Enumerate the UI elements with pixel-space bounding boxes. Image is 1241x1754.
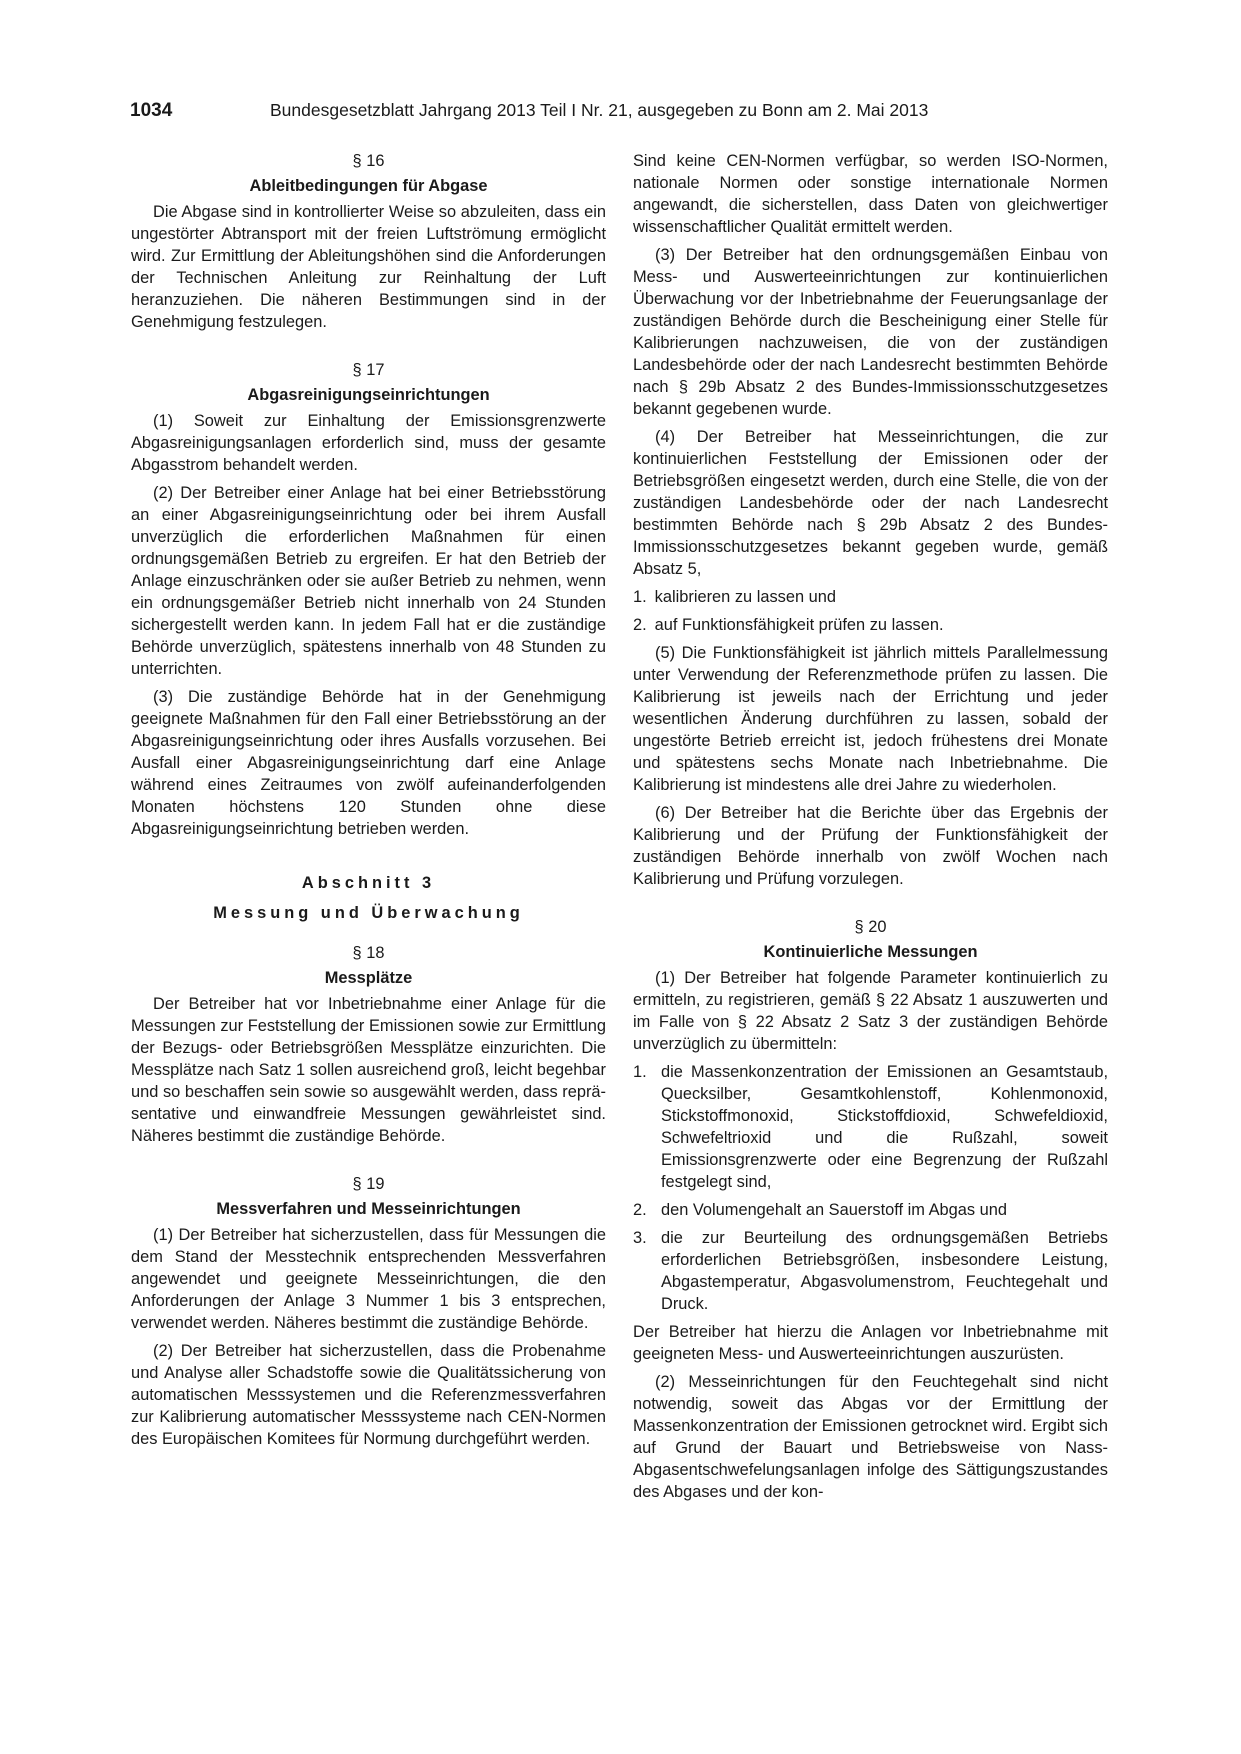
section-20-paragraph-1-tail: Der Betreiber hat hierzu die Anlagen vor Inbetriebnahme mit geeigneten Mess- und Auswerteeinrichtungen auszurüsten.: [633, 1323, 1108, 1363]
section-19-paragraph-2-continued: Sind keine CEN-Normen verfügbar, so werden ISO-Normen, nationale Normen oder sonstige internationale Normen angewandt, die sicherstellen, dass Daten von gleichwertiger wissenschaftlicher Qualität ermittelt werden.: [633, 152, 1108, 236]
list-item: [633, 586, 1108, 608]
page-number: 1034: [130, 100, 173, 121]
section-17-number: § 17: [352, 361, 385, 379]
list-item: [633, 1227, 1108, 1315]
section-19-paragraph-2: (2) Der Betreiber hat sicherzustellen, dass die Probenahme und Analyse aller Schadstoffe sowie die Qualitätssicherung von automatischen Messsystemen und die Referenzmessverfahren zur Kalibrierung automatischer Messsysteme nach CEN-Normen des Europäischen Komitees für Normung durchgeführt werden.: [131, 1342, 606, 1448]
section-20-number: § 20: [854, 918, 887, 936]
page-header: [130, 100, 1110, 126]
section-17-paragraph-2: (2) Der Betreiber einer Anlage hat bei einer Betriebsstörung an einer Abgasreinigungseinrichtung oder bei ihrem Ausfall unverzüglich die erforderlichen Maßnahmen für einen ordnungsgemäßen Betrieb zu ergreifen. Er hat den Betrieb der Anlage einzuschränken oder sie außer Betrieb zu nehmen, wenn ein ordnungsgemäßer Betrieb nicht innerhalb von 24 Stunden sichergestellt werden kann. In jedem Fall hat er die zuständige Behörde unverzüglich, spätestens innerhalb von 48 Stunden zu unterrichten.: [131, 484, 606, 678]
section-20-paragraph-2: (2) Messeinrichtungen für den Feuchtegehalt sind nicht notwendig, soweit das Abgas vor der Ermittlung der Massenkonzentration der Emissionen getrocknet wird. Ergibt sich auf Grund der Bauart und Betriebsweise von Nass-Abgasentschwefelungsanlagen infolge des Sättigungszustandes des Abgases und der kon-: [633, 1373, 1108, 1501]
chapter-label: Abschnitt 3: [301, 874, 436, 892]
list-item-text: die zur Beurteilung des ordnungsgemäßen Betriebs erforderlichen Betriebsgrößen, insbesondere Leistung, Abgastemperatur, Abgasvolumenstrom, Feuchtegehalt und Druck.: [661, 1229, 1108, 1313]
section-16-number: § 16: [352, 152, 385, 170]
section-17-paragraph-1: (1) Soweit zur Einhaltung der Emissionsgrenzwerte Abgasreinigungsanlagen erforderlich sind, muss der gesamte Abgasstrom behandelt werden.: [131, 412, 606, 474]
section-16-title: Ableitbedingungen für Abgase: [249, 177, 488, 195]
list-item-number: 3.: [633, 1229, 647, 1247]
list-item-number: 2.: [633, 616, 647, 634]
list-item-number: 2.: [633, 1201, 647, 1219]
section-17-title: Abgasreinigungseinrichtungen: [247, 386, 490, 404]
list-item-number: 1.: [633, 1063, 647, 1081]
section-19-paragraph-4: (4) Der Betreiber hat Messeinrichtungen, die zur kontinuierlichen Feststellung der Emissionen oder der Betriebsgrößen eingesetzt werden, durch eine Stelle, die von der zuständigen Landesbehörde oder der nach Landesrecht bestimmten Behörde nach § 29b Absatz 2 des Bundes-Immissionsschutzgesetzes bekannt gegeben wurde, gemäß Absatz 5,: [633, 428, 1108, 578]
list-item: [633, 1061, 1108, 1193]
section-19-paragraph-6: (6) Der Betreiber hat die Berichte über das Ergebnis der Kalibrierung und der Prüfung der Funktionsfähigkeit der zuständigen Behörde innerhalb von zwölf Wochen nach Kalibrierung und Prüfung vorzulegen.: [633, 804, 1108, 888]
list-item-text: kalibrieren zu lassen und: [654, 588, 836, 606]
section-17-paragraph-3: (3) Die zuständige Behörde hat in der Genehmigung geeignete Maßnahmen für den Fall einer Betriebsstörung an der Abgasreinigungseinrichtung oder ihres Ausfalls vorzusehen. Bei Ausfall einer Abgasreinigungseinrichtung darf eine Anlage während eines Zeitraumes von zwölf aufeinanderfolgenden Monaten höchstens 120 Stunden ohne diese Abgasreinigungseinrichtung betrieben werden.: [131, 688, 606, 838]
list-item-text: den Volumengehalt an Sauerstoff im Abgas und: [661, 1201, 1007, 1219]
list-item-text: die Massenkonzentration der Emissionen an Gesamtstaub, Quecksilber, Gesamtkohlenstoff, Kohlenmonoxid, Stickstoffmonoxid, Stickstoffdioxid, Schwefeldioxid, Schwefeltrioxid und die Rußzahl, soweit Emissionsgrenzwerte oder eine Begrenzung der Rußzahl festgelegt sind,: [661, 1063, 1108, 1191]
list-item-text: auf Funktionsfähigkeit prüfen zu lassen.: [654, 616, 944, 634]
section-20-title: Kontinuierliche Messungen: [763, 943, 978, 961]
left-column: [131, 150, 606, 1456]
section-19-number: § 19: [352, 1175, 385, 1193]
list-item: [633, 1199, 1108, 1221]
section-20-paragraph-1: (1) Der Betreiber hat folgende Parameter kontinuierlich zu ermitteln, zu registrieren, gemäß § 22 Absatz 1 auszuwerten und im Falle von § 22 Absatz 2 Satz 3 der zuständigen Behörde unverzüglich zu übermitteln:: [633, 969, 1108, 1053]
section-18-title: Messplätze: [324, 969, 413, 987]
list-item: [633, 614, 1108, 636]
section-18-paragraph: Der Betreiber hat vor Inbetriebnahme einer Anlage für die Messungen zur Feststellung der Emissionen sowie zur Ermittlung der Bezugs- oder Betriebsgrößen Messplätze einzurichten. Die Messplätze nach Satz 1 sollen ausreichend groß, leicht begehbar und so beschaffen sein sowie so ausgewählt werden, dass repräsentative und einwandfreie Messungen gewährleistet sind. Näheres bestimmt die zuständige Behörde.: [131, 995, 606, 1145]
section-19-paragraph-3: (3) Der Betreiber hat den ordnungsgemäßen Einbau von Mess- und Auswerteeinrichtungen zur kontinuierlichen Überwachung vor der Inbetriebnahme der Feuerungsanlage der zuständigen Behörde durch die Bescheinigung einer Stelle für Kalibrierungen nachzuweisen, die von der zuständigen Landesbehörde oder der nach Landesrecht bestimmten Behörde nach § 29b Absatz 2 des Bundes-Immissionsschutzgesetzes bekannt gegebenen wurde.: [633, 246, 1108, 418]
gazette-title: Bundesgesetzblatt Jahrgang 2013 Teil I Nr. 21, ausgegeben zu Bonn am 2. Mai 2013: [270, 100, 929, 120]
section-19-title: Messverfahren und Messeinrichtungen: [216, 1200, 521, 1218]
chapter-title: Messung und Überwachung: [213, 904, 524, 922]
right-column: [633, 150, 1108, 1509]
section-18-number: § 18: [352, 944, 385, 962]
list-item-number: 1.: [633, 588, 647, 606]
section-19-paragraph-5: (5) Die Funktionsfähigkeit ist jährlich mittels Parallelmessung unter Verwendung der Referenzmethode prüfen zu lassen. Die Kalibrierung ist jeweils nach der Errichtung und jeder wesentlichen Änderung durchführen zu lassen, sobald der ungestörte Betrieb erreicht ist, jedoch frühestens drei Monate und spätestens sechs Monate nach Inbetriebnahme. Die Kalibrierung ist mindestens alle drei Jahre zu wiederholen.: [633, 644, 1108, 794]
section-16-paragraph: Die Abgase sind in kontrollierter Weise so abzuleiten, dass ein ungestörter Abtransport mit der freien Luftströmung ermöglicht wird. Zur Ermittlung der Ableitungshöhen sind die Anforderungen der Technischen Anleitung zur Reinhaltung der Luft heranzuziehen. Die näheren Bestimmungen sind in der Genehmigung festzulegen.: [131, 203, 606, 331]
section-19-paragraph-1: (1) Der Betreiber hat sicherzustellen, dass für Messungen die dem Stand der Messtechnik entsprechenden Messverfahren angewendet und geeignete Messeinrichtungen, die den Anforderungen der Anlage 3 Nummer 1 bis 3 entsprechen, verwendet werden. Näheres bestimmt die zuständige Behörde.: [131, 1226, 606, 1332]
